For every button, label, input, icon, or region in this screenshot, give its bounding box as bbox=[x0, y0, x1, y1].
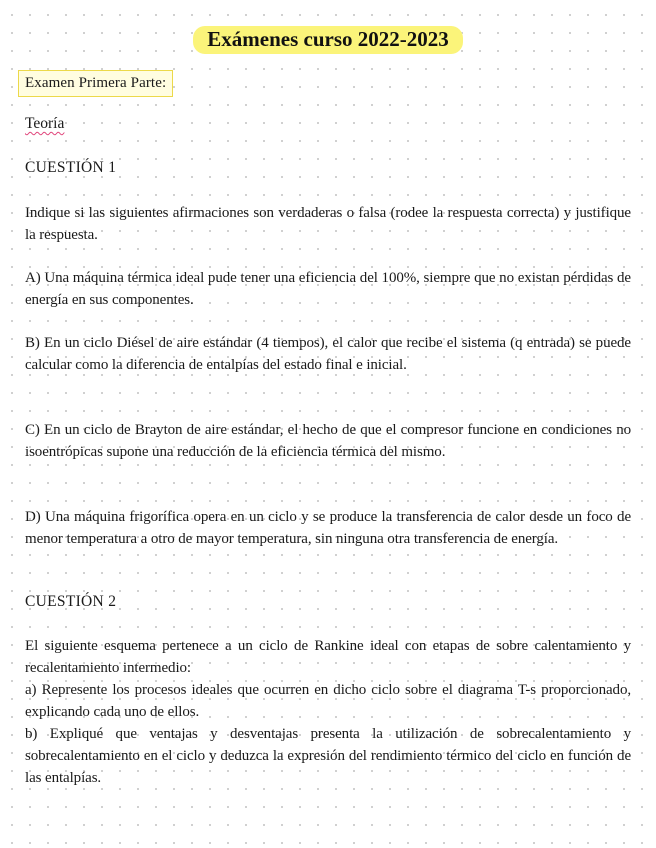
page-title: Exámenes curso 2022-2023 bbox=[193, 26, 462, 54]
section-teoria: Teoría bbox=[25, 115, 65, 132]
cuestion-2-item-a: a) Represente los procesos ideales que ocurren en dicho ciclo sobre el diagrama T-s proporcionado, explicando cada uno de ellos. bbox=[25, 682, 631, 720]
cuestion-2-intro: El siguiente esquema pertenece a un ciclo de Rankine ideal con etapas de sobre calentamiento y recalentamiento intermedio: bbox=[25, 638, 631, 676]
cuestion-1-item-b: B) En un ciclo Diésel de aire estándar (4 tiempos), el calor que recibe el sistema (q entrada) se puede calcular como la diferencia de entalpías del estado final e inicial. bbox=[25, 335, 631, 373]
cuestion-2-item-b: b) Expliqué que ventajas y desventajas presenta la utilización de sobrecalentamiento y sobrecalentamiento en el ciclo y deduzca la expresión del rendimiento térmico del ciclo en función de las entalpías. bbox=[25, 726, 631, 786]
title-row bbox=[0, 26, 656, 54]
cuestion-1-item-d: D) Una máquina frigorífica opera en un ciclo y se produce la transferencia de calor desde un foco de menor temperatura a otro de mayor temperatura, sin ninguna otra transferencia de energía. bbox=[25, 509, 631, 547]
exam-part-label: Examen Primera Parte: bbox=[18, 70, 173, 97]
cuestion-1-intro: Indique si las siguientes afirmaciones son verdaderas o falsa (rodee la respuesta correcta) y justifique la respuesta. bbox=[25, 205, 631, 243]
cuestion-2-heading: CUESTIÓN 2 bbox=[25, 593, 117, 610]
cuestion-1-heading: CUESTIÓN 1 bbox=[25, 159, 117, 176]
cuestion-1-item-c: C) En un ciclo de Brayton de aire estándar, el hecho de que el compresor funcione en condiciones no isoentrópicas supone una reducción de la eficiencia térmica del mismo. bbox=[25, 422, 631, 460]
cuestion-1-item-a: A) Una máquina térmica ideal pude tener una eficiencia del 100%, siempre que no existan pérdidas de energía en sus componentes. bbox=[25, 270, 631, 308]
